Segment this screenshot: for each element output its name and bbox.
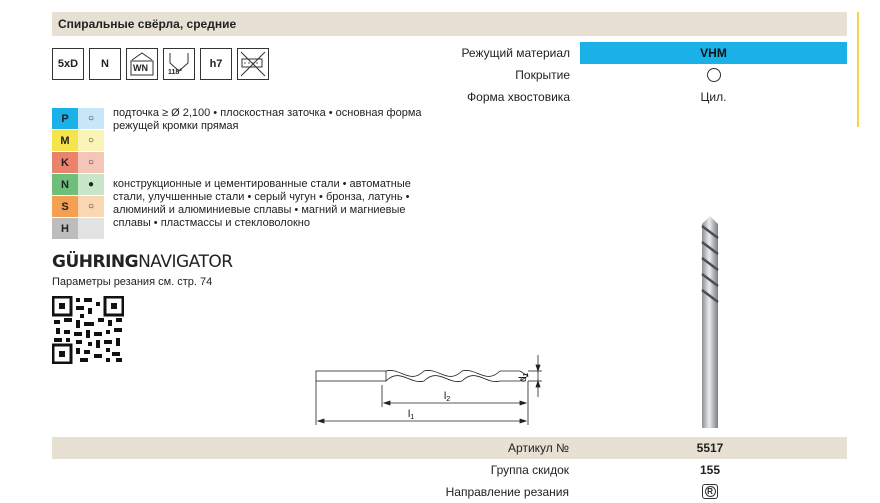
drill-drawing — [310, 345, 550, 435]
l2-label: $l_2$ — [444, 391, 451, 403]
standard-label: WN — [133, 63, 148, 73]
property-label: Форма хвостовика — [467, 90, 570, 104]
material-mark: ● — [78, 174, 104, 195]
material-code: M — [52, 130, 78, 151]
qr-code-icon[interactable] — [52, 296, 124, 364]
property-label: Покрытие — [515, 68, 570, 82]
drill-photo — [680, 212, 740, 432]
standard-symbol — [126, 48, 158, 80]
type-label: N — [101, 58, 109, 70]
material-mark: ○ — [78, 130, 104, 151]
d1-label: $d_1$ — [518, 372, 530, 382]
l1-label: $l_1$ — [408, 409, 415, 421]
material-row-h — [52, 218, 104, 240]
property-value: Цил. — [700, 90, 727, 104]
article-value[interactable]: 5517 — [696, 441, 724, 455]
page-title: Спиральные свёрла, средние — [58, 17, 237, 31]
property-row-coating — [420, 64, 847, 86]
article-row — [52, 437, 847, 459]
symbol-row — [52, 48, 269, 80]
geometry-description: подточка ≥ Ø 2,100 • плоскостная заточка • основная форма режущей кромки прямая — [113, 107, 422, 132]
no-coolant-icon — [238, 49, 268, 79]
article-label: Артикул № — [508, 441, 569, 455]
property-label: Режущий материал — [461, 46, 570, 60]
property-row-material — [420, 42, 847, 64]
cutting-direction-value — [620, 485, 800, 499]
tolerance-symbol — [200, 48, 232, 80]
no-coating-circle-icon — [707, 68, 721, 82]
properties-table — [420, 42, 847, 108]
material-row-p — [52, 108, 104, 130]
discount-value: 155 — [699, 463, 721, 477]
material-row-s — [52, 196, 104, 218]
material-description: конструкционные и цементированные стали • автоматные стали, улучшенные стали • серый чугун • бронза, латунь • алюминий и алюминиевые сплавы • магний и магниевые сплавы • пластмассы и стекловолокно — [113, 178, 411, 229]
material-row-n — [52, 174, 104, 196]
material-mark: ○ — [78, 152, 104, 173]
coolant-symbol — [237, 48, 269, 80]
length-label: 5xD — [57, 58, 79, 70]
brand-logo — [52, 252, 233, 272]
discount-row — [52, 459, 847, 481]
edge-marker — [857, 12, 859, 127]
length-symbol — [52, 48, 84, 80]
discount-label: Группа скидок — [490, 463, 569, 477]
brand-part-light: NAVIGATOR — [138, 252, 233, 272]
property-row-shank — [420, 86, 847, 108]
material-mark: ○ — [78, 196, 104, 217]
material-code: H — [52, 218, 78, 239]
material-mark: ○ — [78, 108, 104, 129]
property-value — [580, 64, 847, 86]
material-row-m — [52, 130, 104, 152]
property-value: VHM — [580, 42, 847, 64]
angle-label: 118° — [168, 69, 183, 76]
right-hand-cut-icon: R — [702, 484, 718, 499]
material-code: K — [52, 152, 78, 173]
type-symbol — [89, 48, 121, 80]
material-mark — [78, 218, 104, 239]
material-code: P — [52, 108, 78, 129]
material-code: S — [52, 196, 78, 217]
cutting-direction-label: Направление резания — [445, 485, 569, 499]
cutting-params-reference[interactable]: Параметры резания см. стр. 74 — [52, 276, 213, 288]
material-groups — [52, 108, 104, 240]
angle-symbol — [163, 48, 195, 80]
material-code: N — [52, 174, 78, 195]
article-table — [52, 437, 847, 503]
material-row-k — [52, 152, 104, 174]
brand-part-bold: GÜHRING — [52, 252, 139, 272]
tolerance-label: h7 — [209, 58, 223, 70]
title-bar — [52, 12, 847, 36]
